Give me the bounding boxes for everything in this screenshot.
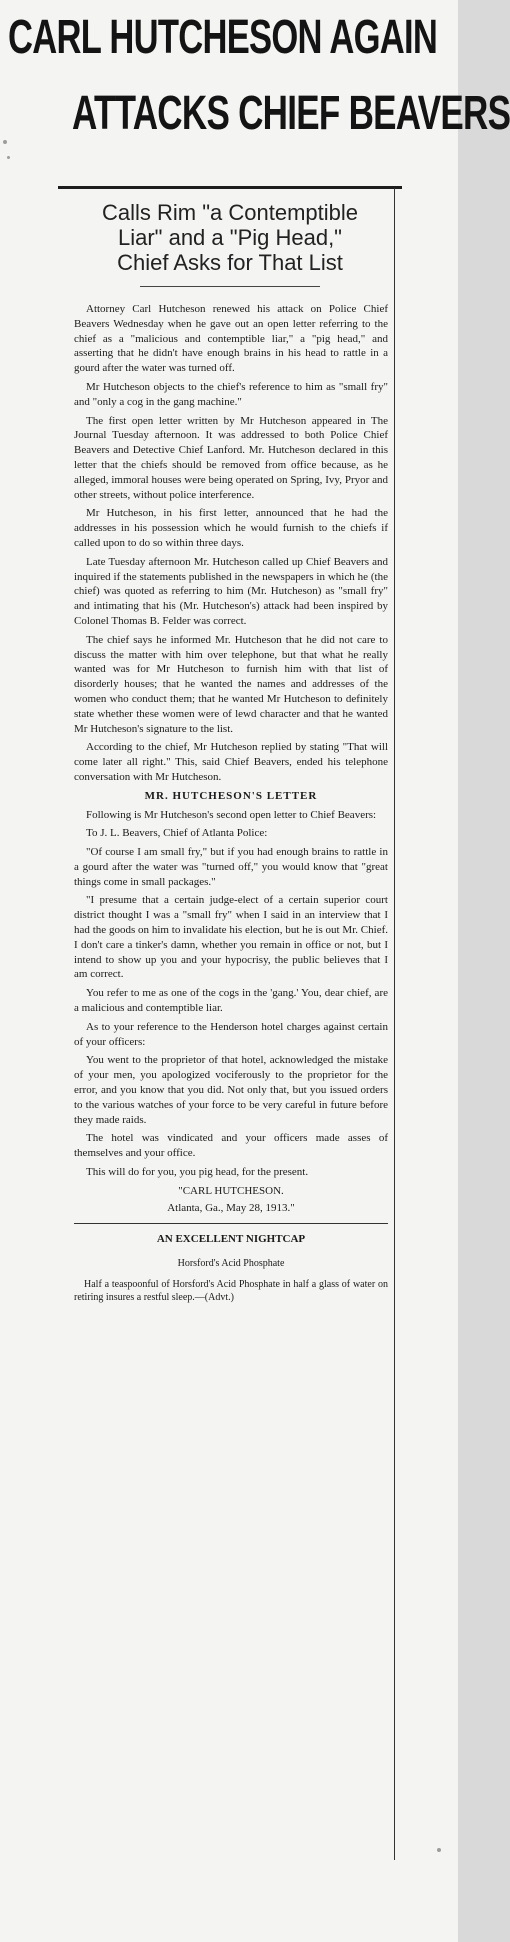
letter-dateline: Atlanta, Ga., May 28, 1913." [167,1201,295,1214]
article-paragraph: As to your reference to the Henderson hotel charges against certain of your officers: [74,1020,388,1048]
article-paragraph: Mr Hutcheson objects to the chief's reference to him as "small fry" and "only a cog in the gang machine." [74,380,388,408]
article-paragraph: According to the chief, Mr Hutcheson replied by stating "That will come later all right." This, said Chief Beavers, ended his telephone conversation with Mr Hutcheson. [74,741,388,783]
article-paragraph: The hotel was vindicated and your officers made asses of themselves and your office. [74,1132,388,1160]
advertisement-rule [74,1223,388,1224]
subheadline-rule [140,286,320,287]
headline-line-1: CARL HUTCHESON AGAIN [8,11,438,64]
advertisement-title: AN EXCELLENT NIGHTCAP [156,1233,306,1246]
article-paragraph: "Of course I am small fry," but if you had enough brains to rattle in a gourd after the water was "turned off," you would know that "great things come in small packages." [74,846,388,888]
subheadline [58,200,402,275]
subheadline-line-3: Chief Asks for That List [117,250,343,275]
article-paragraph: Late Tuesday afternoon Mr. Hutcheson called up Chief Beavers and inquired if the statements published in the newspapers in which he (the chief) was quoted as referring to him (Mr. Hutcheson) as "small fry" and intimating that his (Mr. Hutcheson's) attack had been inspired by Colonel Thomas B. Felder was correct. [74,555,388,627]
subheadline-line-2: Liar" and a "Pig Head," [117,225,342,250]
print-speck [7,156,10,159]
article-paragraph: Mr Hutcheson, in his first letter, announced that he had the addresses in his possession which he would furnish to the chiefs if called upon to do so within three days. [74,507,388,549]
article-paragraph: "I presume that a certain judge-elect of a certain superior court district thought I was a "small fry" when I said in an interview that I had the goods on him to invalidate his election, but he is out Mr. Chief. I don't care a tinker's damn, whether you remain in office or not, but I intend to show up you and your hypocrisy, the public believes that I am correct. [74,894,388,981]
article-paragraph: The first open letter written by Mr Hutcheson appeared in The Journal Tuesday afternoon. It was addressed to both Police Chief Beavers and Detective Chief Lanford. Mr. Hutcheson declared in this letter that the chiefs should be removed from office because, as he alleged, immoral houses were being operated on Spring, Ivy, Pryor and other streets, without police interference. [74,414,388,501]
article-body [74,302,388,1304]
article-paragraph: You refer to me as one of the cogs in the 'gang.' You, dear chief, are a malicious and contemptible liar. [74,987,388,1015]
headline-line-2: ATTACKS CHIEF BEAVERS [72,87,510,140]
letter-subheading: MR. HUTCHESON'S LETTER [144,789,318,802]
advertisement-subtitle: Horsford's Acid Phosphate [177,1258,285,1270]
article-paragraph: Attorney Carl Hutcheson renewed his attack on Police Chief Beavers Wednesday when he gave out an open letter referring to the chief as a "malicious and contemptible liar," a "pig head," and asserting that he didn't have enough brains in his head to rattle in a gourd after the water was turned off. [74,303,388,375]
article-paragraph: You went to the proprietor of that hotel, acknowledged the mistake of your men, you apologized vociferously to the proprietor for the error, and you know that you did. Not only that, but you issued orders to the various watches of your force to be very careful in future before they made raids. [74,1054,388,1126]
subheadline-line-1: Calls Rim "a Contemptible [101,200,358,225]
article-paragraph: This will do for you, you pig head, for the present. [86,1166,309,1179]
top-rule [58,186,402,189]
print-speck [437,1848,441,1852]
column-border [394,188,395,1860]
article-paragraph: To J. L. Beavers, Chief of Atlanta Police: [86,827,268,840]
article-paragraph: Following is Mr Hutcheson's second open letter to Chief Beavers: [86,808,377,821]
letter-signature: "CARL HUTCHESON. [178,1184,284,1197]
article-paragraph: The chief says he informed Mr. Hutcheson that he did not care to discuss the matter with him over telephone, but that what he really wanted was for Mr Hutcheson to furnish him with that list of disorderly houses; that he wanted the names and addresses of the women who conduct them; that he wanted Mr Hutcheson to definitely state whether these women were of lewd character and that he wanted Mr Hutcheson's signature to the list. [74,633,388,735]
advertisement-copy: Half a teaspoonful of Horsford's Acid Phosphate in half a glass of water on retiring insures a restful sleep.—(Advt.) [74,1279,388,1304]
print-speck [3,140,7,144]
